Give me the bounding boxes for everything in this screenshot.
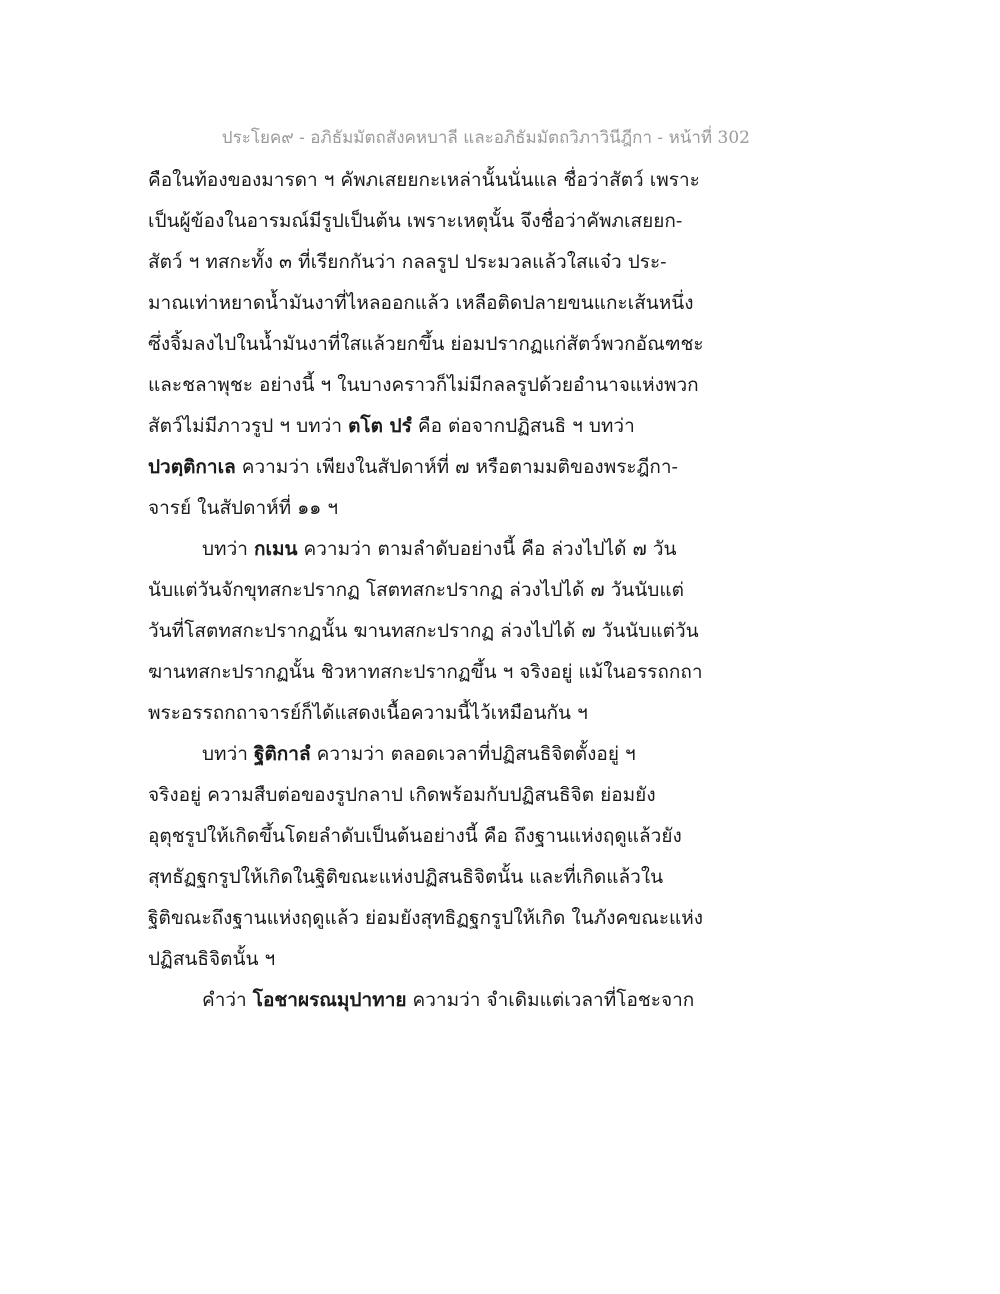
text-line: สุทธัฏฐกรูปให้เกิดในฐิติขณะแห่งปฏิสนธิจิตนั้น และที่เกิดแล้วใน [148, 866, 664, 888]
text-line: ฐิติขณะถึงฐานแห่งฤดูแล้ว ย่อมยังสุทธิฏฐกรูปให้เกิด ในภังคขณะแห่ง [148, 907, 704, 929]
text-line: เป็นผู้ข้องในอารมณ์มีรูปเป็นต้น เพราะเหตุนั้น จึงชื่อว่าคัพภเสยยก- [148, 210, 683, 232]
text-line: จริงอยู่ ความสืบต่อของรูปกลาป เกิดพร้อมกับปฏิสนธิจิต ย่อมยัง [148, 784, 656, 806]
pali-term: ฐิติกาลํ [253, 743, 311, 765]
text-line [148, 406, 708, 447]
text-line: และชลาพุชะ อย่างนี้ ฯ ในบางคราวก็ไม่มีกลลรูปด้วยอำนาจแห่งพวก [148, 374, 699, 396]
paragraph-start [148, 980, 708, 1021]
text-line: สัตว์ ฯ ทสกะทั้ง ๓ ที่เรียกกันว่า กลลรูป ประมวลแล้วใสแจ๋ว ประ- [148, 251, 667, 273]
text-line: พระอรรถกถาจารย์ก็ได้แสดงเนื้อความนี้ไว้เหมือนกัน ฯ [148, 702, 588, 724]
text-line: มาณเท่าหยาดน้ำมันงาที่ไหลออกแล้ว เหลือติดปลายขนแกะเส้นหนึ่ง [148, 292, 694, 314]
pali-term: กเมน [253, 538, 298, 560]
text-run: ความว่า เพียงในสัปดาห์ที่ ๗ หรือตามมติของพระฎีกา- [235, 456, 678, 478]
text-run: ความว่า ตลอดเวลาที่ปฏิสนธิจิตตั้งอยู่ ฯ [310, 743, 636, 765]
pali-term: โอชาผรณมุปาทาย [252, 989, 407, 1011]
text-run: คำว่า [202, 989, 253, 1011]
pali-term: ปวตฺติกาเล [148, 456, 236, 478]
page-header: ประโยค๙ - อภิธัมมัตถสังคหบาลี และอภิธัมมัตถวิภาวินีฎีกา - หน้าที่ 302 [221, 128, 750, 148]
text-line: ฆานทสกะปรากฏนั้น ชิวหาทสกะปรากฏขึ้น ฯ จริงอยู่ แม้ในอรรถกถา [148, 661, 703, 683]
text-line: ซึ่งจิ้มลงไปในน้ำมันงาที่ใสแล้วยกขึ้น ย่อมปรากฏแก่สัตว์พวกอัณฑชะ [148, 333, 704, 355]
text-run: ความว่า จำเดิมแต่เวลาที่โอชะจาก [406, 989, 695, 1011]
paragraph-start [148, 529, 708, 570]
paragraph-start [148, 734, 708, 775]
pali-term: ตโต ปรํ [348, 415, 412, 437]
text-run: ความว่า ตามลำดับอย่างนี้ คือ ล่วงไปได้ ๗ วัน [297, 538, 677, 560]
text-run: บทว่า [202, 743, 254, 765]
text-line [148, 447, 708, 488]
text-line: ปฏิสนธิจิตนั้น ฯ [148, 948, 276, 970]
text-line: คือในท้องของมารดา ฯ คัพภเสยยกะเหล่านั้นนั่นแล ชื่อว่าสัตว์ เพราะ [148, 169, 700, 191]
text-run: คือ ต่อจากปฏิสนธิ ฯ บทว่า [411, 415, 635, 437]
text-run: บทว่า [202, 538, 254, 560]
text-line: วันที่โสตทสกะปรากฏนั้น ฆานทสกะปรากฏ ล่วงไปได้ ๗ วันนับแต่วัน [148, 620, 699, 642]
text-line: นับแต่วันจักขุทสกะปรากฏ โสตทสกะปรากฏ ล่วงไปได้ ๗ วันนับแต่ [148, 579, 684, 601]
text-run: สัตว์ไม่มีภาวรูป ฯ บทว่า [148, 415, 349, 437]
page-body [148, 160, 708, 1021]
text-line: อุตุชรูปให้เกิดขึ้นโดยลำดับเป็นต้นอย่างนี้ คือ ถึงฐานแห่งฤดูแล้วยัง [148, 825, 682, 847]
text-line: จารย์ ในสัปดาห์ที่ ๑๑ ฯ [148, 497, 339, 519]
